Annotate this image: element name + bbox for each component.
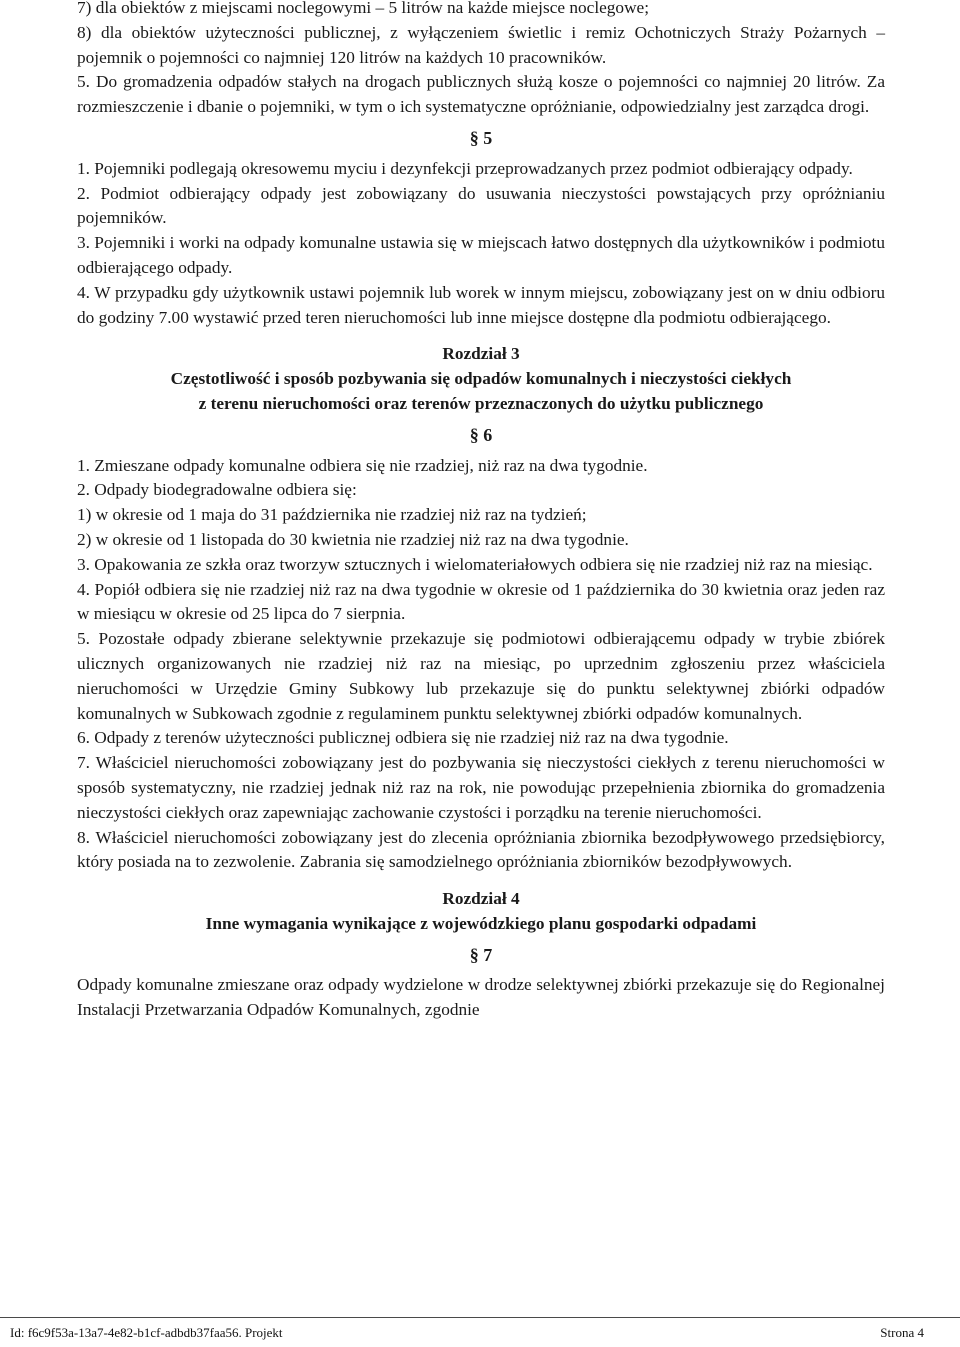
chapter-number: Rozdział 3 [442,344,520,364]
chapter-number: Rozdział 4 [442,889,520,909]
list-item: 8) dla obiektów użyteczności publicznej, z wyłączeniem świetlic i remiz Ochotniczych Straży Pożarnych – pojemnik o pojemności co najmniej 120 litrów na każdych 10 pracowników. [77,22,885,67]
list-item: 7) dla obiektów z miejscami noclegowymi – 5 litrów na każde miejsce noclegowe; [77,0,650,17]
list-item: 2. Podmiot odbierający odpady jest zobowiązany do usuwania nieczystości powstających przy opróżnianiu pojemników. [77,183,885,228]
section-sign-7: § 7 [469,944,493,965]
section-sign-6: § 6 [469,424,493,445]
list-item: 5. Pozostałe odpady zbierane selektywnie przekazuje się podmiotowi odbierającemu odpady w trybie zbiórek ulicznych organizowanych nie rzadziej niż raz na miesiąc, po uprzednim zgłoszeniu przez właściciela nieruchomości w Urzędzie Gminy Subkowy lub przekazuje się do punktu selektywnej zbiórki odpadów komunalnych w Subkowach zgodnie z regulaminem punktu selektywnej zbiórki odpadów komunalnych. [77,629,885,723]
section-sign-5: § 5 [469,127,493,148]
list-item: 4. Popiół odbiera się nie rzadziej niż raz na dwa tygodnie w okresie od 1 października do 30 kwietnia oraz jeden raz w miesiącu w okresie od 25 lipca do 7 sierpnia. [77,579,885,624]
list-item: 6. Odpady z terenów użyteczności publicznej odbiera się nie rzadziej niż raz na dwa tygodnie. [77,728,729,748]
list-item: 4. W przypadku gdy użytkownik ustawi pojemnik lub worek w innym miejscu, zobowiązany jest on w dniu odbioru do godziny 7.00 wystawić przed teren nieruchomości lub inne miejsce dostępne dla podmiotu odbierającego. [77,282,885,327]
list-item: 3. Pojemniki i worki na odpady komunalne ustawia się w miejscach łatwo dostępnych dla użytkowników i podmiotu odbierającego odpady. [77,233,885,277]
list-item: 2. Odpady biodegradowalne odbiera się: [77,480,357,500]
list-item: 1) w okresie od 1 maja do 31 października nie rzadziej niż raz na tydzień; [77,505,587,525]
list-item: 1. Zmieszane odpady komunalne odbiera się nie rzadziej, niż raz na dwa tygodnie. [77,455,648,475]
list-item: 2) w okresie od 1 listopada do 30 kwietnia nie rzadziej niż raz na dwa tygodnie. [77,529,629,549]
document-page [77,0,885,1023]
document-id: Id: f6c9f53a-13a7-4e82-b1cf-adbdb37faa56. Projekt [10,1325,283,1340]
page-number: Strona 4 [880,1325,924,1340]
paragraph: Odpady komunalne zmieszane oraz odpady wydzielone w drodze selektywnej zbiórki przekazuje się do Regionalnej Instalacji Przetwarzania Odpadów Komunalnych, zgodnie [77,975,885,1020]
list-item: 8. Właściciel nieruchomości zobowiązany jest do zlecenia opróżniania zbiornika bezodpływowego przedsiębiorcy, który posiada na to zezwolenie. Zabrania się samodzielnego opróżniania zbiorników bezodpływowych. [77,827,885,872]
chapter-title: Częstotliwość i sposób pozbywania się odpadów komunalnych i nieczystości ciekłych [170,369,792,389]
footer-divider [0,1317,960,1318]
list-item: 1. Pojemniki podlegają okresowemu myciu i dezynfekcji przeprowadzanych przez podmiot odbierający odpady. [77,158,853,178]
list-item: 3. Opakowania ze szkła oraz tworzyw sztucznych i wielomateriałowych odbiera się nie rzadziej niż raz na miesiąc. [77,554,873,574]
chapter-title: z terenu nieruchomości oraz terenów przeznaczonych do użytku publicznego [198,393,764,413]
paragraph: 5. Do gromadzenia odpadów stałych na drogach publicznych służą kosze o pojemności co najmniej 20 litrów. Za rozmieszczenie i dbanie o pojemniki, w tym o ich systematyczne opróżnianie, odpowiedzialny jest zarządca drogi. [77,72,885,117]
list-item: 7. Właściciel nieruchomości zobowiązany jest do pozbywania się nieczystości ciekłych z terenu nieruchomości w sposób systematyczny, nie rzadziej jednak niż raz na rok, nie powodując przepełnienia zbiornika do gromadzenia nieczystości ciekłych oraz zapewniając zachowanie czystości i porządku na terenie nieruchomości. [77,753,885,822]
chapter-title: Inne wymagania wynikające z wojewódzkiego planu gospodarki odpadami [205,913,757,933]
